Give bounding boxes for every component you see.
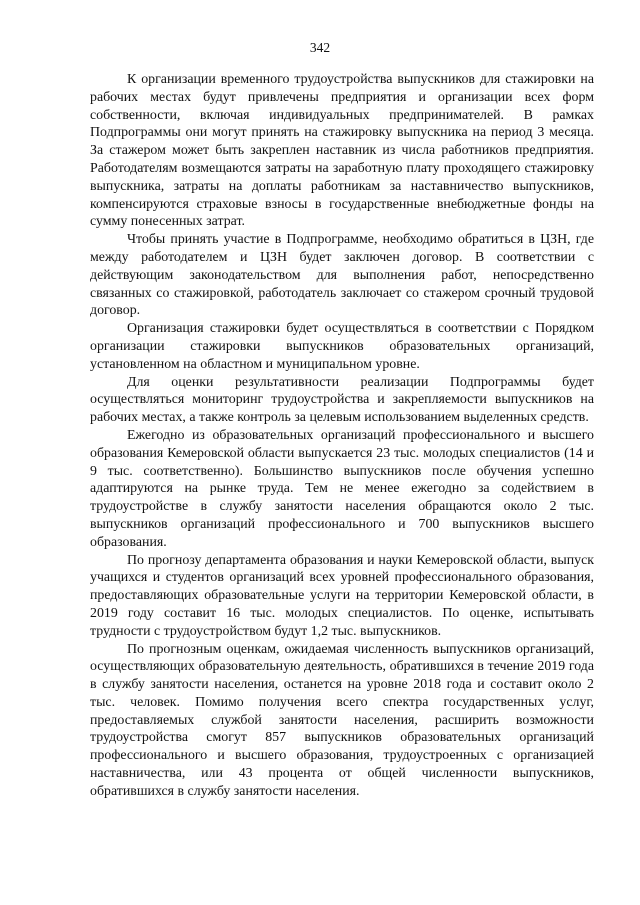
paragraph-participation: Чтобы принять участие в Подпрограмме, необходимо обратиться в ЦЗН, где между работодателем и ЦЗН будет заключен договор. В соответствии с действующим законодательством для выполнения работ, непосредственно связанных со стажировкой, работодатель заключает со стажером срочный трудовой договор. bbox=[90, 232, 594, 319]
paragraph-internship-organization: К организации временного трудоустройства выпускников для стажировки на рабочих местах будут привлечены предприятия и организации всех форм собственности, включая индивидуальных предпринимателей. В рамках Подпрограммы они могут принять на стажировку выпускника на период 3 месяца. За стажером может быть закреплен наставник из числа работников предприятия. Работодателям возмещаются затраты на заработную плату проходящего стажировку выпускника, затраты на доплаты работникам за наставничество выпускников, компенсируются страховые взносы в государственные внебюджетные фонды на сумму понесенных затрат. bbox=[90, 72, 594, 230]
paragraph-effectiveness-monitoring: Для оценки результативности реализации Подпрограммы будет осуществляться мониторинг трудоустройства и закрепляемости выпускников на рабочих местах, а также контроль за целевым использованием выделенных средств. bbox=[90, 374, 594, 426]
page-number: 342 bbox=[309, 40, 331, 55]
paragraph-internship-procedure: Организация стажировки будет осуществляться в соответствии с Порядком организации стажировки выпускников образовательных организаций, установленном на областном и муниципальном уровне. bbox=[90, 321, 594, 372]
paragraph-forecast-2019: По прогнозу департамента образования и науки Кемеровской области, выпуск учащихся и студентов организаций всех уровней профессионального образования, предоставляющих образовательные услуги на территории Кемеровской области, в 2019 году составит 16 тыс. молодых специалистов. По оценке, испытывать трудности с трудоустройством будут 1,2 тыс. выпускников. bbox=[90, 552, 594, 639]
paragraph-annual-graduates: Ежегодно из образовательных организаций профессионального и высшего образования Кемеровской области выпускается 23 тыс. молодых специалистов (14 и 9 тыс. соответственно). Большинство выпускников после обучения успешно адаптируются на рынке труда. Тем не менее ежегодно за содействием в трудоустройстве в службу занятости населения обращаются около 2 тыс. выпускников организаций профессионального и 700 выпускников высшего образования. bbox=[90, 427, 594, 550]
body-text bbox=[90, 71, 594, 801]
paragraph-expected-numbers: По прогнозным оценкам, ожидаемая численность выпускников организаций, осуществляющих образовательную деятельность, обратившихся в течение 2019 года в службу занятости населения, останется на уровне 2018 года и составит около 2 тыс. человек. Помимо получения всего спектра государственных услуг, предоставляемых службой занятости населения, расширить возможности трудоустройства смогут 857 выпускников образовательных организаций профессионального и высшего образования, трудоустроенных с организацией наставничества, или 43 процента от общей численности выпускников, обратившихся в службу занятости населения. bbox=[90, 641, 594, 799]
